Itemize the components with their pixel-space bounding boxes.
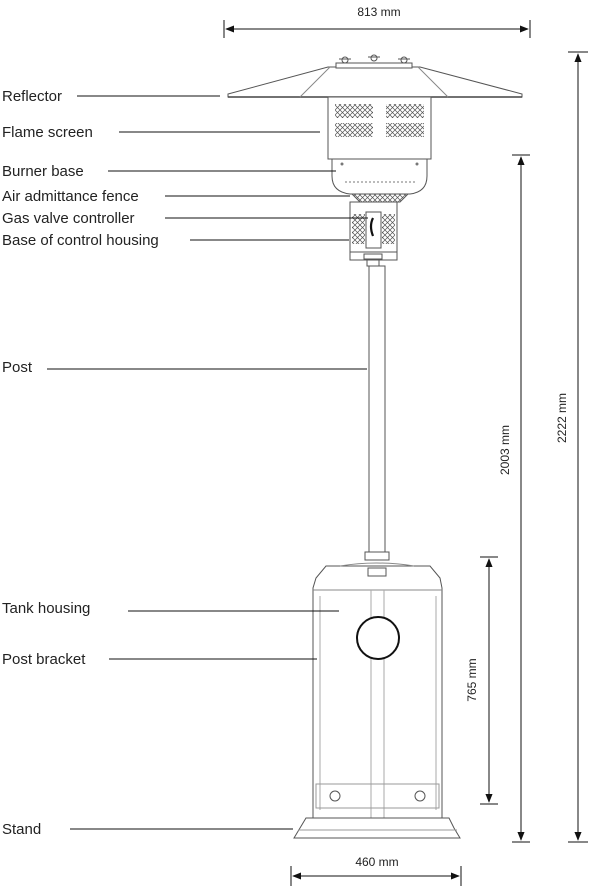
label-tank-housing: Tank housing [2,600,91,617]
dim-post-height: 2003 mm [498,424,512,476]
tank-housing-shape [313,563,442,818]
reflector-shape [228,55,522,97]
flame-screen-shape [328,97,431,159]
part-labels [2,88,159,838]
label-burner-base: Burner base [2,163,84,180]
stand-shape [294,818,460,838]
post-shape [365,260,389,560]
dim-overall-height: 2222 mm [555,392,569,444]
sight-window-shape [357,617,399,659]
label-base-of-control-housing: Base of control housing [2,232,159,249]
label-post-bracket: Post bracket [2,651,86,668]
label-gas-valve-controller: Gas valve controller [2,210,135,227]
dim-base-width: 460 mm [355,855,399,869]
label-flame-screen: Flame screen [2,124,93,141]
dim-reflector-width: 813 mm [357,5,401,19]
heater-drawing [228,55,522,838]
label-stand: Stand [2,821,42,838]
label-post: Post [2,359,33,376]
label-air-admittance-fence: Air admittance fence [2,188,139,205]
control-housing-shape [350,202,397,260]
air-admittance-fence-shape [352,194,408,202]
burner-base-shape [332,159,427,194]
dim-tank-height: 765 mm [465,658,479,702]
label-reflector: Reflector [2,88,63,105]
